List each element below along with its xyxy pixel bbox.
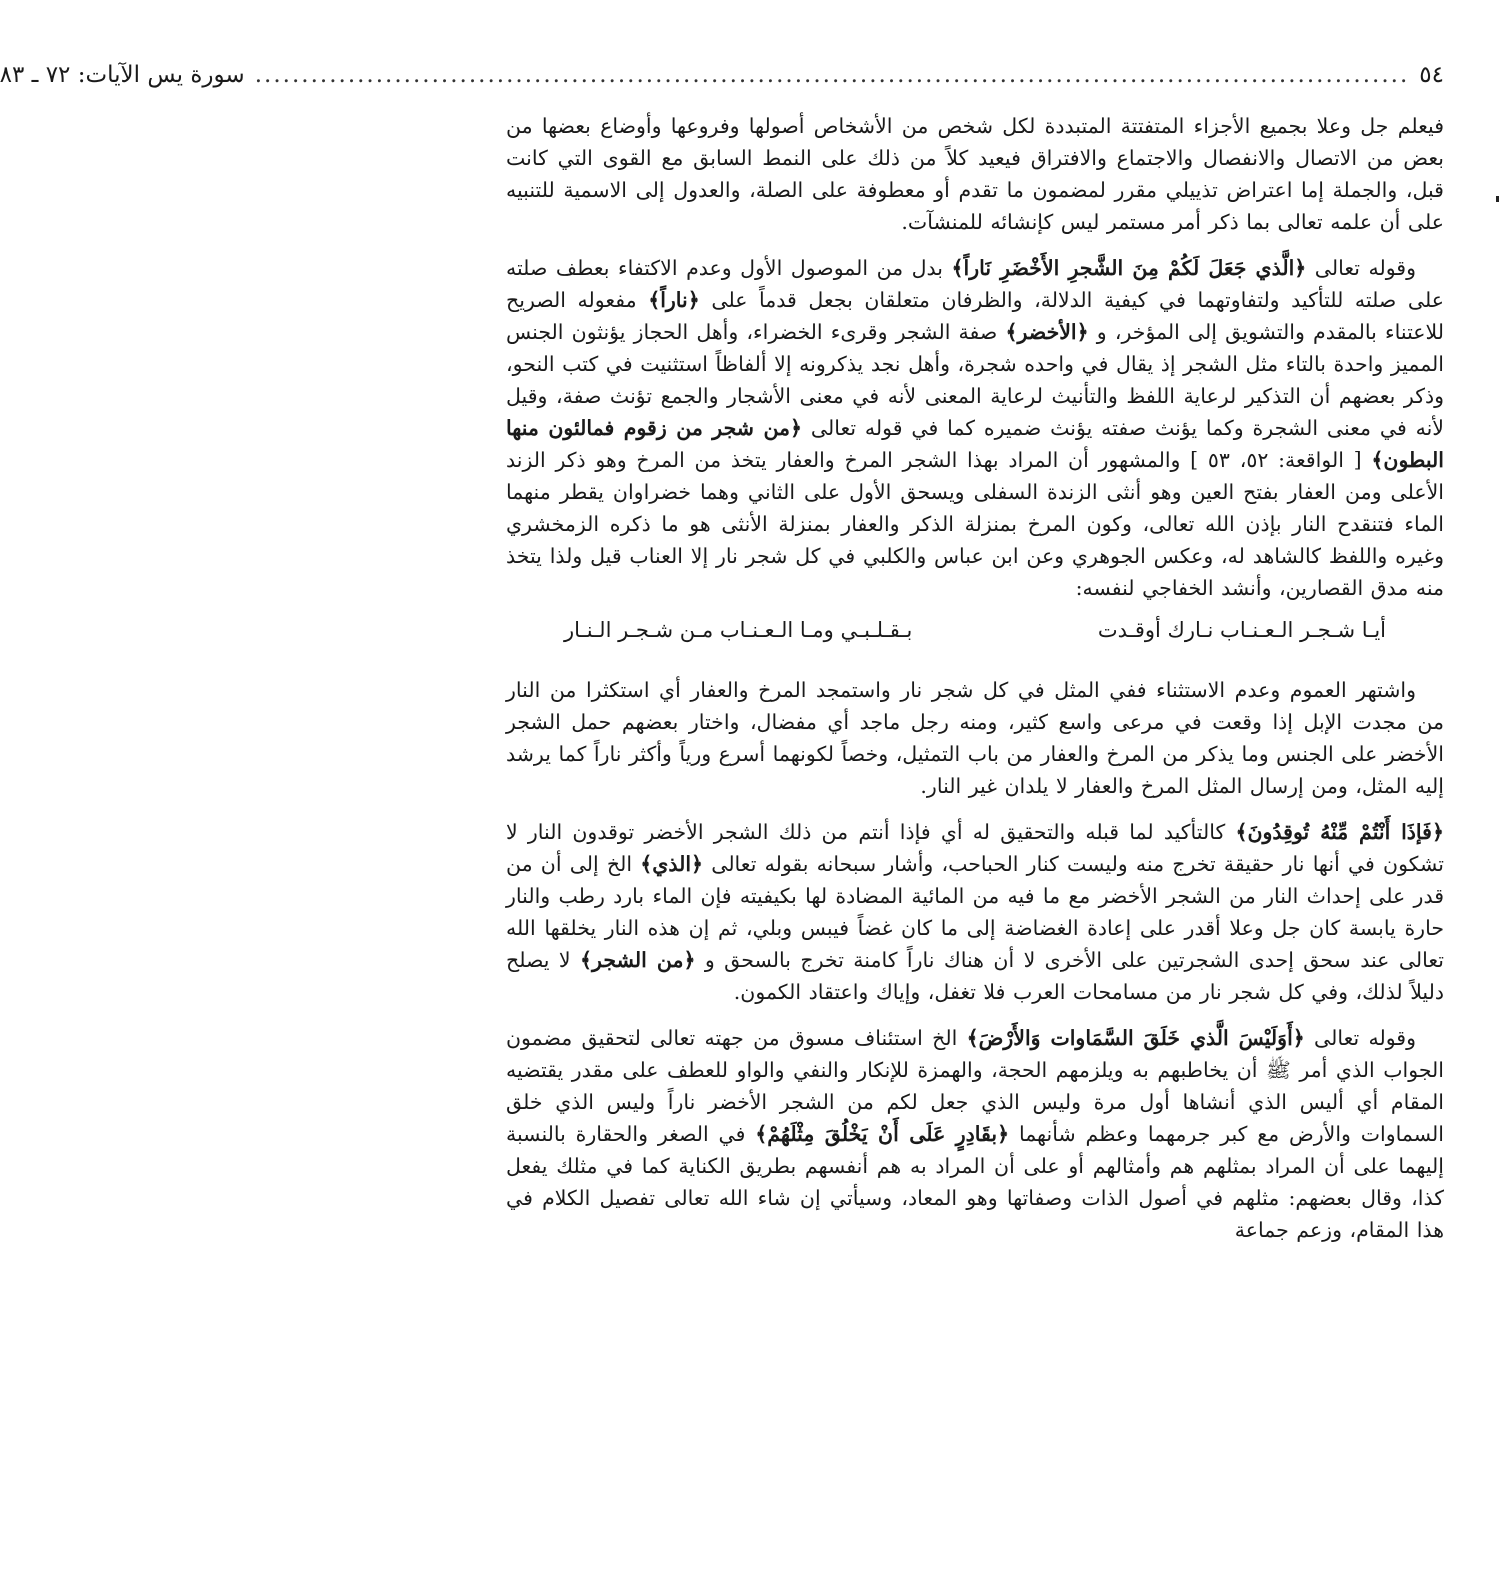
paragraph-3: واشتهر العموم وعدم الاستثناء ففي المثل في كل شجر نار واستمجد المرخ والعفار أي استكثرا من النار من مجدت الإبل إذا وقعت في مرعى واسع كثير، ومنه رجل ماجد أي مفضال، واختار بعضهم حمل الشجر الأخضر على الجنس وما يذكر من المرخ والعفار من باب التمثيل، وخصاً لكونهما أسرع ورياً وأكثر ناراً كما يرشد إليه المثل، ومن إرسال المثل المرخ والعفار لا يلدان غير النار. bbox=[506, 678, 1444, 798]
text-span: وقوله تعالى bbox=[1304, 1026, 1416, 1050]
poem-first-hemistich: أيـا شـجـر الـعـنـاب نـارك أوقـدت bbox=[1097, 618, 1386, 642]
quran-verse: ﴿الَّذي جَعَلَ لَكُمْ مِنَ الشَّجرِ الأَخْضَرِ نَاراً﴾ bbox=[951, 256, 1307, 280]
quran-verse: ﴿من الشجر﴾ bbox=[580, 948, 696, 972]
paragraph-gap bbox=[506, 238, 1444, 252]
text-span: وقوله تعالى bbox=[1306, 256, 1416, 280]
text-span: في الصغر والحقارة بالنسبة إليهما على أن المراد بمثلهم هم وأمثالهم أو على أن المراد به هم أنفسهم بطريق الكناية كما في مثلك يفعل كذا، وقال بعضهم: مثلهم في أصول الذات وصفاتها وهو المعاد، وسيأتي إن شاء الله تعالى تفصيل الكلام في هذا المقام، وزعم جماعة bbox=[506, 1122, 1444, 1242]
text-span: كالتأكيد لما قبله والتحقيق له أي فإذا أنتم من ذلك الشجر الأخضر توقدون النار لا تشكون في أنها نار حقيقة تخرج منه وليست كنار الحباحب، وأشار سبحانه بقوله تعالى bbox=[506, 820, 1444, 876]
page-number: ٥٤ bbox=[1419, 62, 1444, 88]
text-span: مفعوله الصريح للاعتناء بالمقدم والتشويق إلى المؤخر، و bbox=[506, 288, 1444, 344]
poem-verse bbox=[564, 614, 1386, 646]
paragraph-4 bbox=[506, 816, 1444, 1008]
text-span: الخ استئناف مسوق من جهته تعالى لتحقيق مضمون الجواب الذي أمر ﷺ أن يخاطبهم به ويلزمهم الحجة، والهمزة للإنكار والنفي والواو للعطف على مقدر يقتضيه المقام أي أليس الذي أنشاها أول مرة وليس الذي جعل لكم من الشجر الأخضر ناراً وليس الذي خلق السماوات والأرض مع كبر جرمهما وعظم شأنهما bbox=[506, 1026, 1444, 1146]
text-span: [ الواقعة: ٥٢، ٥٣ ] والمشهور أن المراد بهذا الشجر المرخ والعفار يتخذ من المرخ وهو ذكر الزند الأعلى ومن العفار بفتح العين وهو أنثى الزندة السفلى ويسحق الأول على الثاني وهما خضراوان يقطر منهما الماء فتنقدح النار بإذن الله تعالى، وكون المرخ بمنزلة الذكر والعفار بمنزلة الأنثى هو ما ذكره الزمخشري وغيره واللفظ كالشاهد له، وعكس الجوهري وعن ابن عباس والكلبي في كل شجر نار إلا العناب قيل ولذا يتخذ منه مدق القصارين، وأنشد الخفاجي لنفسه: bbox=[506, 448, 1444, 600]
page-header bbox=[0, 62, 1444, 110]
quran-verse: ﴿بقَادِرٍ عَلَى أَنْ يَخْلُقَ مِثْلَهُمْ﴾ bbox=[755, 1122, 1010, 1146]
paragraph-2 bbox=[506, 252, 1444, 604]
text-span: لا يصلح دليلاً لذلك، وفي كل شجر نار من مسامحات العرب فلا تغفل، وإياك واعتقاد الكمون. bbox=[506, 948, 1444, 1004]
paragraph-1: فيعلم جل وعلا بجميع الأجزاء المتفتتة المتبددة لكل شخص من الأشخاص أصولها وفروعها وأوضاع بعضها من بعض من الاتصال والانفصال والاجتماع والافتراق فيعيد كلاً من ذلك على النمط السابق مع القوى التي كانت قبل، والجملة إما اعتراض تذييلي مقرر لمضمون ما تقدم أو معطوفة على الصلة، والعدول إلى الاسمية للتنبيه على أن علمه تعالى بما ذكر أمر مستمر ليس كإنشائه للمنشآت. bbox=[506, 114, 1444, 234]
quran-verse: ﴿ناراً﴾ bbox=[648, 288, 700, 312]
poem-second-hemistich: بـقـلـبـي ومـا الـعـنـاب مـن شـجـر الـنـار bbox=[564, 618, 913, 642]
book-page bbox=[0, 62, 1444, 1562]
paragraph-gap bbox=[506, 802, 1444, 816]
quran-verse: ﴿الأخضر﴾ bbox=[1005, 320, 1089, 344]
quran-verse: ﴿فَإذَا أَنْتُمْ مِّنْهُ تُوقِدُونَ﴾ bbox=[1235, 820, 1444, 844]
margin-mark bbox=[1496, 196, 1499, 202]
text-span: صفة الشجر وقرىء الخضراء، وأهل الحجاز يؤنثون الجنس المميز واحدة بالتاء مثل الشجر إذ يقال في واحده شجرة، وأهل نجد يذكرونه إلا ألفاظاً استثنيت في كتب النحو، وذكر بعضهم أن التذكير لرعاية اللفظ والتأنيث لرعاية المعنى لأنه في معنى الأشجار والجمع تؤنث صفة، وقيل لأنه في معنى الشجرة وكما يؤنث صفته يؤنث ضميره كما في قوله تعالى bbox=[506, 320, 1444, 440]
paragraph-5 bbox=[506, 1022, 1444, 1246]
running-title: سورة يس الآيات: ٧٢ ـ ٨٣ bbox=[0, 62, 245, 88]
text-span: بدل من الموصول الأول وعدم الاكتفاء بعطف صلته على صلته للتأكيد ولتفاوتهما في كيفية الدلالة، والظرفان متعلقان بجعل قدماً على bbox=[506, 256, 1444, 312]
text-span: الخ إلى أن من قدر على إحداث النار من الشجر الأخضر مع ما فيه من المائية المضادة لها بكيفيته فإن الماء بارد رطب والنار حارة يابسة كان جل وعلا أقدر على إعادة الغضاضة إلى ما كان غضاً فيبس وبلي، ثم إن هذه النار يخلقها الله تعالى عند سحق إحدى الشجرتين على الأخرى لا أن هناك ناراً كامنة تخرج بالسحق و bbox=[506, 852, 1444, 972]
paragraph-gap bbox=[506, 1008, 1444, 1022]
quran-verse: ﴿أَوَلَيْسَ الَّذي خَلَقَ السَّمَاوات وَالأَرْضَ﴾ bbox=[966, 1026, 1305, 1050]
quran-verse: ﴿الذي﴾ bbox=[640, 852, 704, 876]
quran-verse: ﴿من شجر من زقوم فمالئون منها البطون﴾ bbox=[506, 416, 1444, 472]
header-leader-dots: ............................................................................................................................ bbox=[254, 62, 1410, 88]
